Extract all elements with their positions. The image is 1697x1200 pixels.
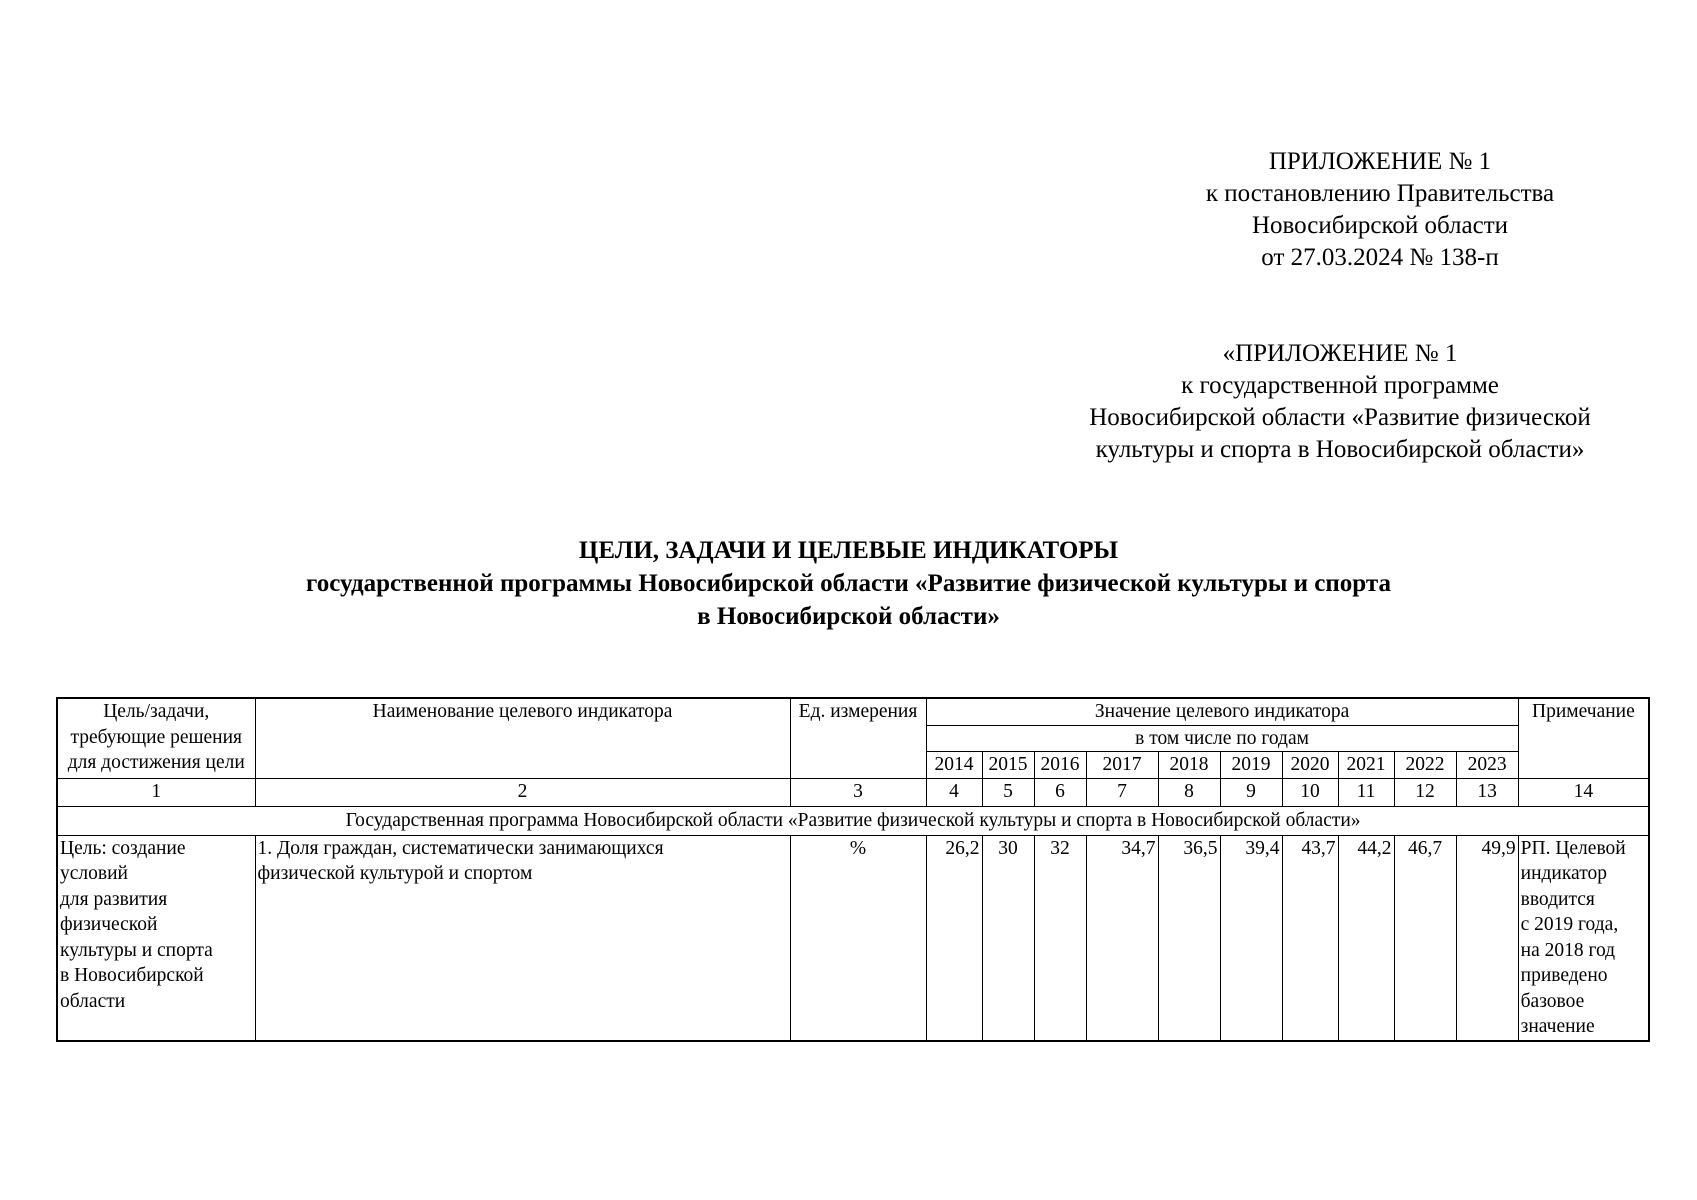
appendix-2-header (1040, 338, 1640, 466)
column-number: 8 (1158, 778, 1220, 806)
goal-line: Цель: создание (60, 837, 186, 859)
column-number-row (57, 778, 1649, 806)
year-header: 2021 (1338, 752, 1394, 779)
year-header: 2017 (1086, 752, 1158, 779)
column-number: 14 (1518, 778, 1649, 806)
value-cell: 46,7 (1394, 835, 1456, 1041)
program-row: Государственная программа Новосибирской области «Развитие физической культуры и спорта в Новосибирской области» (57, 806, 1649, 835)
indicator-line: физической культурой и спортом (257, 863, 533, 884)
year-header: 2014 (926, 752, 982, 779)
value-cell: 39,4 (1220, 835, 1282, 1041)
goal-line: культуры и спорта (60, 939, 213, 961)
unit-cell: % (790, 835, 926, 1041)
year-header: 2018 (1158, 752, 1220, 779)
value-cell: 49,9 (1456, 835, 1518, 1041)
appendix-2-line: «ПРИЛОЖЕНИЕ № 1 (1222, 340, 1458, 367)
title-line: в Новосибирской области» (697, 603, 1000, 630)
header-note: Примечание (1518, 698, 1649, 778)
header-unit: Ед. измерения (790, 698, 926, 778)
year-header: 2015 (982, 752, 1034, 779)
column-number: 11 (1338, 778, 1394, 806)
note-line: индикатор (1520, 863, 1607, 884)
title-line: государственной программы Новосибирской области «Развитие физической культуры и спорта (306, 570, 1391, 597)
column-number: 7 (1086, 778, 1158, 806)
appendix-2-line: Новосибирской области «Развитие физической (1089, 404, 1591, 431)
title-line: ЦЕЛИ, ЗАДАЧИ И ЦЕЛЕВЫЕ ИНДИКАТОРЫ (578, 537, 1119, 564)
value-cell: 44,2 (1338, 835, 1394, 1041)
column-number: 9 (1220, 778, 1282, 806)
appendix-1-line: к постановлению Правительства (1205, 180, 1555, 207)
document-title (0, 534, 1697, 633)
goal-line: для развития (60, 888, 168, 910)
column-number: 12 (1394, 778, 1456, 806)
header-by-years: в том числе по годам (926, 725, 1518, 752)
value-cell: 30 (982, 835, 1034, 1041)
indicator-line: 1. Доля граждан, систематически занимающихся (257, 837, 664, 859)
value-cell: 32 (1034, 835, 1086, 1041)
goal-line: условий (60, 863, 128, 884)
column-number: 4 (926, 778, 982, 806)
year-header: 2023 (1456, 752, 1518, 779)
indicators-table (56, 697, 1650, 1042)
goal-line: в Новосибирской (60, 965, 204, 986)
goal-line: физической (60, 914, 158, 935)
note-line: на 2018 год (1520, 939, 1616, 961)
appendix-1-header (1160, 146, 1600, 274)
appendix-1-line: от 27.03.2024 № 138-п (1261, 244, 1499, 271)
value-cell: 34,7 (1086, 835, 1158, 1041)
goal-cell (57, 835, 255, 1041)
appendix-1-line: Новосибирской области (1251, 212, 1509, 239)
column-number: 5 (982, 778, 1034, 806)
column-number: 13 (1456, 778, 1518, 806)
year-header: 2016 (1034, 752, 1086, 779)
value-cell: 43,7 (1282, 835, 1338, 1041)
header-goal: Цель/задачи, требующие решения для достижения цели (57, 698, 255, 778)
note-line: РП. Целевой (1520, 837, 1626, 859)
year-header: 2019 (1220, 752, 1282, 779)
appendix-2-line: культуры и спорта в Новосибирской области» (1095, 436, 1585, 463)
indicator-name-cell (255, 835, 790, 1041)
column-number: 1 (57, 778, 255, 806)
note-line: базовое (1520, 990, 1585, 1012)
value-cell: 36,5 (1158, 835, 1220, 1041)
header-indicator-name: Наименование целевого индикатора (255, 698, 790, 778)
year-header: 2020 (1282, 752, 1338, 779)
goal-line: области (60, 990, 126, 1012)
table-row (57, 835, 1649, 1041)
appendix-2-line: к государственной программе (1181, 372, 1499, 399)
header-value: Значение целевого индикатора (926, 698, 1518, 725)
column-number: 3 (790, 778, 926, 806)
value-cell: 26,2 (926, 835, 982, 1041)
note-line: вводится (1520, 888, 1595, 910)
note-cell (1518, 835, 1649, 1041)
note-line: значение (1520, 1016, 1595, 1037)
column-number: 2 (255, 778, 790, 806)
note-line: приведено (1520, 965, 1608, 986)
year-header: 2022 (1394, 752, 1456, 779)
column-number: 10 (1282, 778, 1338, 806)
column-number: 6 (1034, 778, 1086, 806)
note-line: с 2019 года, (1520, 914, 1619, 935)
appendix-1-line: ПРИЛОЖЕНИЕ № 1 (1268, 148, 1492, 175)
